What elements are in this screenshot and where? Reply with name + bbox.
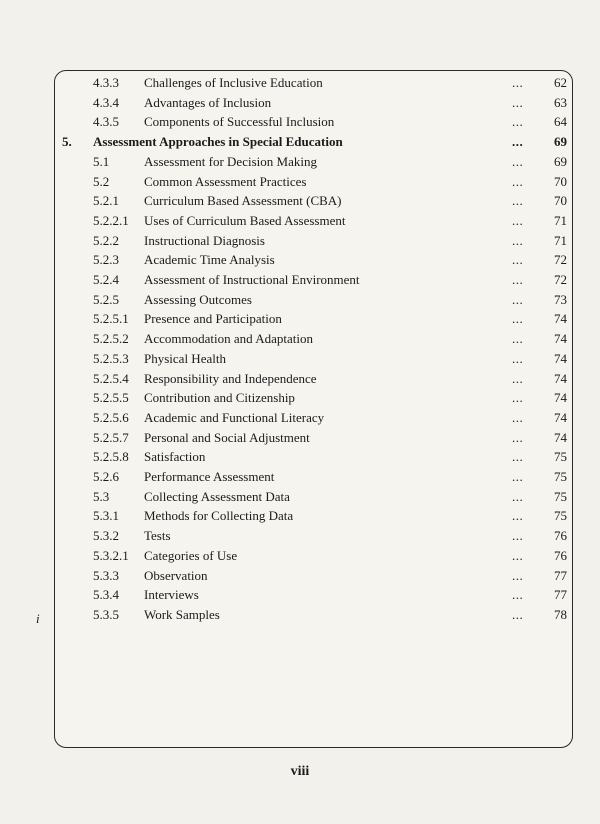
- toc-entry: [0, 152, 600, 172]
- leader-dots: ...: [512, 114, 524, 130]
- section-number: 5.2.4: [93, 272, 119, 287]
- section-number: 5.2.5: [93, 291, 119, 307]
- section-title: Academic and Functional Literacy: [144, 409, 325, 425]
- section-title: Instructional Diagnosis: [144, 232, 265, 248]
- section-number: 5.2.5.4: [93, 370, 129, 386]
- leader-dots: ...: [512, 547, 524, 563]
- section-title: Presence and Participation: [144, 311, 282, 327]
- chapter-entry: [0, 132, 600, 152]
- section-title: Common Assessment Practices: [144, 173, 307, 189]
- section-number: 5.2.6: [93, 469, 119, 484]
- section-number: 5.2.2: [93, 232, 119, 248]
- toc-entry: [0, 467, 600, 487]
- section-number: 5.2.5.8: [93, 449, 129, 465]
- page-number-ref: 77: [554, 567, 567, 583]
- page-number-ref: 75: [554, 488, 567, 504]
- page-number-ref: 71: [554, 212, 567, 228]
- page-number-ref: 77: [554, 587, 567, 603]
- toc-entry: [0, 73, 600, 93]
- page-number-ref: 69: [554, 134, 567, 150]
- section-title: Tests: [144, 528, 171, 544]
- page-number-ref: 75: [554, 508, 567, 524]
- toc-entry: [0, 506, 600, 526]
- page-number-ref: 73: [554, 291, 567, 307]
- section-title: Work Samples: [144, 606, 220, 622]
- page-number: viii: [290, 764, 310, 779]
- toc-entry: [0, 172, 600, 192]
- section-title: Categories of Use: [144, 547, 238, 563]
- section-number: 4.3.5: [93, 114, 119, 130]
- page-number-ref: 74: [554, 331, 567, 347]
- leader-dots: ...: [512, 528, 524, 544]
- section-number: 5.3.2: [93, 528, 119, 544]
- leader-dots: ...: [512, 350, 524, 366]
- page-number-ref: 70: [554, 173, 567, 189]
- page-number-ref: 64: [554, 114, 567, 130]
- page-number-ref: 74: [554, 350, 567, 366]
- leader-dots: ...: [512, 193, 524, 209]
- section-number: 5.2.5.6: [93, 409, 129, 425]
- section-title: Satisfaction: [144, 449, 206, 465]
- toc-entry: [0, 329, 600, 349]
- page-number-ref: 70: [554, 193, 567, 209]
- leader-dots: ...: [512, 469, 524, 484]
- page-number-ref: 74: [554, 409, 567, 425]
- section-title: Methods for Collecting Data: [144, 508, 294, 524]
- leader-dots: ...: [512, 587, 524, 603]
- section-number: 5.2.5.3: [93, 350, 129, 366]
- section-number: 5.3: [93, 488, 110, 504]
- page-number-ref: 76: [554, 547, 567, 563]
- page-number-ref: 74: [554, 311, 567, 327]
- margin-mark: i: [36, 611, 40, 626]
- leader-dots: ...: [512, 606, 524, 622]
- section-number: 5.2.5.5: [93, 390, 129, 406]
- section-title: Uses of Curriculum Based Assessment: [144, 212, 346, 228]
- section-title: Challenges of Inclusive Education: [144, 75, 323, 90]
- toc-entry: [0, 191, 600, 211]
- page-number-ref: 75: [554, 469, 567, 484]
- toc-entry: [0, 231, 600, 251]
- section-title: Contribution and Citizenship: [144, 390, 295, 406]
- section-title: Accommodation and Adaptation: [144, 331, 313, 347]
- toc-entry: [0, 290, 600, 310]
- section-number: 5.: [62, 134, 72, 150]
- leader-dots: ...: [512, 449, 524, 465]
- leader-dots: ...: [512, 311, 524, 327]
- page-number-ref: 74: [554, 370, 567, 386]
- leader-dots: ...: [512, 370, 524, 386]
- section-title: Assessment of Instructional Environment: [144, 272, 360, 287]
- section-number: 5.3.1: [93, 508, 119, 524]
- toc-entry: [0, 408, 600, 428]
- toc-entry: [0, 369, 600, 389]
- leader-dots: ...: [512, 488, 524, 504]
- leader-dots: ...: [512, 508, 524, 524]
- section-title: Assessment for Decision Making: [144, 153, 317, 169]
- section-number: 5.3.3: [93, 567, 119, 583]
- section-number: 5.2.2.1: [93, 212, 129, 228]
- toc-entry: [0, 93, 600, 113]
- section-number: 5.2.3: [93, 252, 119, 268]
- page-number-ref: 62: [554, 75, 567, 90]
- leader-dots: ...: [512, 173, 524, 189]
- page-number-ref: 69: [554, 153, 567, 169]
- page-number-ref: 74: [554, 390, 567, 406]
- section-number: 5.3.4: [93, 587, 119, 603]
- section-number: 5.1: [93, 153, 110, 169]
- leader-dots: ...: [512, 409, 524, 425]
- section-number: 5.2.5.7: [93, 429, 129, 445]
- leader-dots: ...: [512, 429, 524, 445]
- leader-dots: ...: [512, 94, 524, 110]
- page-number-ref: 74: [554, 429, 567, 445]
- toc-entry: [0, 605, 600, 625]
- section-number: 4.3.3: [93, 75, 119, 90]
- section-number: 5.2.5.1: [93, 311, 129, 327]
- leader-dots: ...: [512, 390, 524, 406]
- section-title: Collecting Assessment Data: [144, 488, 290, 504]
- toc-entry: [0, 349, 600, 369]
- section-title: Interviews: [144, 587, 199, 603]
- section-title: Personal and Social Adjustment: [144, 429, 310, 445]
- toc-entry: [0, 112, 600, 132]
- section-number: 5.3.2.1: [93, 547, 129, 563]
- leader-dots: ...: [512, 232, 524, 248]
- section-number: 4.3.4: [93, 94, 119, 110]
- section-title: Advantages of Inclusion: [144, 94, 272, 110]
- leader-dots: ...: [512, 567, 524, 583]
- section-number: 5.2.1: [93, 193, 119, 209]
- leader-dots: ...: [512, 272, 524, 287]
- section-title: Curriculum Based Assessment (CBA): [144, 193, 342, 209]
- section-title: Responsibility and Independence: [144, 370, 317, 386]
- section-number: 5.3.5: [93, 606, 119, 622]
- toc-entry: [0, 585, 600, 605]
- toc-entry: [0, 250, 600, 270]
- section-title: Physical Health: [144, 350, 226, 366]
- toc-entry: [0, 526, 600, 546]
- toc-entry: [0, 388, 600, 408]
- toc-entry: [0, 487, 600, 507]
- toc-entry: [0, 546, 600, 566]
- leader-dots: ...: [512, 252, 524, 268]
- section-number: 5.2: [93, 173, 110, 189]
- page-number-ref: 75: [554, 449, 567, 465]
- page-number-ref: 78: [554, 606, 567, 622]
- toc-entry: [0, 447, 600, 467]
- toc-entry: [0, 566, 600, 586]
- section-title: Assessing Outcomes: [144, 291, 252, 307]
- leader-dots: ...: [512, 331, 524, 347]
- leader-dots: ...: [512, 75, 524, 90]
- section-title: Performance Assessment: [144, 469, 275, 484]
- toc-entry: [0, 211, 600, 231]
- leader-dots: ...: [512, 212, 524, 228]
- section-title: Observation: [144, 567, 208, 583]
- toc-entry: [0, 270, 600, 290]
- toc-entry: [0, 309, 600, 329]
- page-number-ref: 72: [554, 272, 567, 287]
- section-title: Academic Time Analysis: [144, 252, 275, 268]
- page-number-ref: 63: [554, 94, 567, 110]
- page-number-ref: 72: [554, 252, 567, 268]
- section-title: Assessment Approaches in Special Education: [93, 134, 343, 150]
- toc-entry: [0, 428, 600, 448]
- leader-dots: ...: [512, 291, 524, 307]
- page-number-ref: 76: [554, 528, 567, 544]
- page-number-ref: 71: [554, 232, 567, 248]
- section-number: 5.2.5.2: [93, 331, 129, 347]
- leader-dots: ...: [512, 153, 524, 169]
- leader-dots: ...: [512, 134, 524, 150]
- section-title: Components of Successful Inclusion: [144, 114, 335, 130]
